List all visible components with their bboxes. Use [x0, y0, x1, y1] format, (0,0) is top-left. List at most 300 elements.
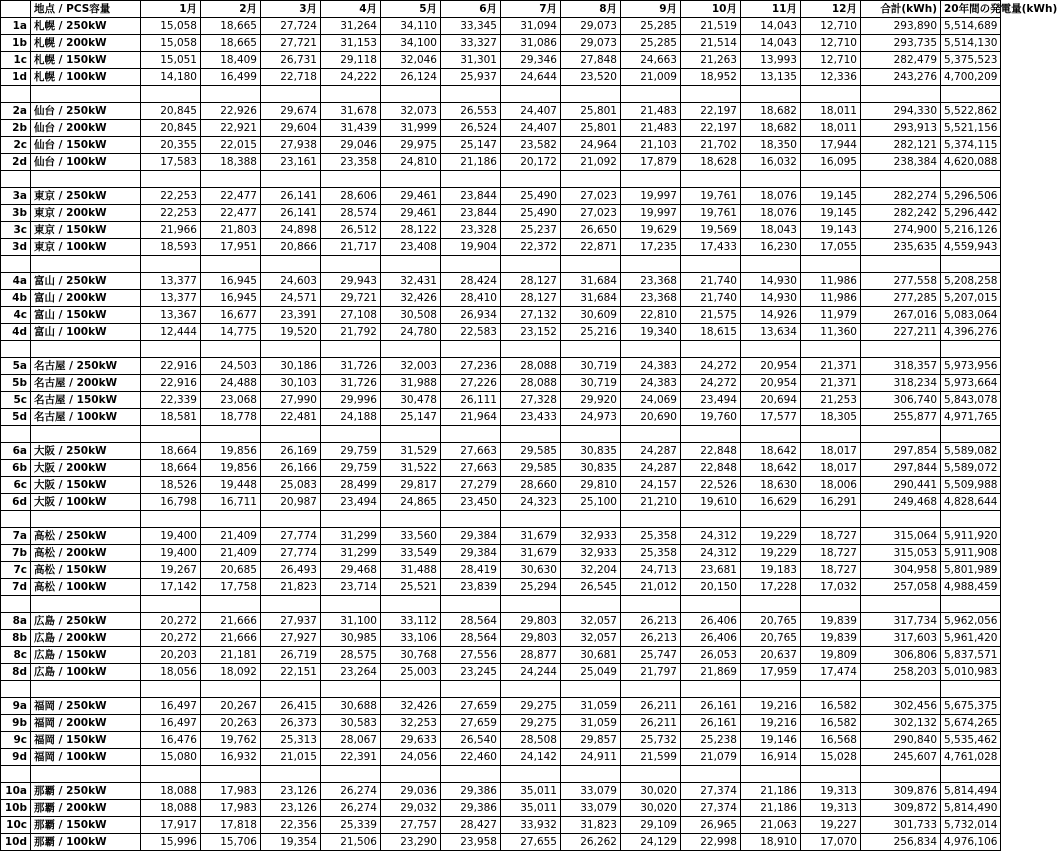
- month-cell: 24,272: [681, 358, 741, 375]
- month-cell: 20,355: [141, 137, 201, 154]
- empty-cell: [741, 171, 801, 188]
- row-id: 5d: [1, 409, 31, 426]
- empty-cell: [261, 511, 321, 528]
- twenty-year-cell: 5,814,490: [941, 800, 1001, 817]
- month-cell: 30,478: [381, 392, 441, 409]
- month-cell: 16,095: [801, 154, 861, 171]
- month-cell: 26,524: [441, 120, 501, 137]
- month-cell: 24,644: [501, 69, 561, 86]
- month-cell: 29,073: [561, 35, 621, 52]
- month-cell: 21,063: [741, 817, 801, 834]
- month-cell: 24,810: [381, 154, 441, 171]
- month-cell: 32,933: [561, 545, 621, 562]
- month-cell: 20,694: [741, 392, 801, 409]
- empty-cell: [561, 256, 621, 273]
- empty-cell: [141, 766, 201, 783]
- table-row: [1, 528, 1001, 545]
- empty-cell: [741, 426, 801, 443]
- row-location: 大阪 / 150kW: [31, 477, 141, 494]
- month-cell: 21,964: [441, 409, 501, 426]
- month-cell: 21,966: [141, 222, 201, 239]
- row-location: 高松 / 150kW: [31, 562, 141, 579]
- empty-cell: [501, 766, 561, 783]
- empty-cell: [381, 766, 441, 783]
- month-cell: 27,374: [681, 783, 741, 800]
- month-cell: 24,780: [381, 324, 441, 341]
- month-cell: 19,400: [141, 545, 201, 562]
- month-cell: 17,959: [741, 664, 801, 681]
- month-cell: 18,088: [141, 783, 201, 800]
- table-row: [1, 409, 1001, 426]
- month-cell: 27,132: [501, 307, 561, 324]
- month-cell: 14,180: [141, 69, 201, 86]
- month-cell: 14,043: [741, 35, 801, 52]
- empty-cell: [861, 256, 941, 273]
- empty-cell: [381, 426, 441, 443]
- empty-cell: [741, 766, 801, 783]
- header-row: [1, 1, 1001, 18]
- month-cell: 14,775: [201, 324, 261, 341]
- empty-cell: [381, 86, 441, 103]
- empty-cell: [861, 596, 941, 613]
- month-cell: 23,582: [501, 137, 561, 154]
- empty-cell: [201, 766, 261, 783]
- empty-cell: [941, 766, 1001, 783]
- month-cell: 32,933: [561, 528, 621, 545]
- month-cell: 20,272: [141, 613, 201, 630]
- month-cell: 27,226: [441, 375, 501, 392]
- row-id: 3c: [1, 222, 31, 239]
- table-row: [1, 494, 1001, 511]
- month-cell: 18,305: [801, 409, 861, 426]
- month-cell: 19,267: [141, 562, 201, 579]
- total-cell: 315,064: [861, 528, 941, 545]
- month-cell: 27,663: [441, 443, 501, 460]
- total-cell: 306,740: [861, 392, 941, 409]
- empty-cell: [621, 256, 681, 273]
- empty-cell: [31, 596, 141, 613]
- total-cell: 243,276: [861, 69, 941, 86]
- month-cell: 26,650: [561, 222, 621, 239]
- month-cell: 18,642: [741, 443, 801, 460]
- month-cell: 28,088: [501, 375, 561, 392]
- month-cell: 23,844: [441, 205, 501, 222]
- month-cell: 24,503: [201, 358, 261, 375]
- month-cell: 18,056: [141, 664, 201, 681]
- total-cell: 293,735: [861, 35, 941, 52]
- month-cell: 21,803: [201, 222, 261, 239]
- month-cell: 22,356: [261, 817, 321, 834]
- empty-cell: [681, 171, 741, 188]
- month-cell: 29,386: [441, 800, 501, 817]
- month-cell: 35,011: [501, 783, 561, 800]
- month-cell: 19,400: [141, 528, 201, 545]
- empty-cell: [501, 341, 561, 358]
- month-cell: 25,003: [381, 664, 441, 681]
- empty-cell: [381, 681, 441, 698]
- month-cell: 18,682: [741, 120, 801, 137]
- total-cell: 317,734: [861, 613, 941, 630]
- month-cell: 30,630: [501, 562, 561, 579]
- month-cell: 26,540: [441, 732, 501, 749]
- row-location: 東京 / 100kW: [31, 239, 141, 256]
- month-cell: 25,801: [561, 103, 621, 120]
- month-cell: 29,996: [321, 392, 381, 409]
- twenty-year-cell: 5,208,258: [941, 273, 1001, 290]
- twenty-year-cell: 5,911,908: [941, 545, 1001, 562]
- month-cell: 18,665: [201, 18, 261, 35]
- month-cell: 26,111: [441, 392, 501, 409]
- month-cell: 22,916: [141, 358, 201, 375]
- row-location: 那覇 / 100kW: [31, 834, 141, 851]
- month-cell: 28,419: [441, 562, 501, 579]
- month-cell: 28,088: [501, 358, 561, 375]
- month-cell: 31,726: [321, 375, 381, 392]
- table-row: [1, 460, 1001, 477]
- month-cell: 22,583: [441, 324, 501, 341]
- month-cell: 18,664: [141, 460, 201, 477]
- month-cell: 22,848: [681, 443, 741, 460]
- group-spacer-row: [1, 86, 1001, 103]
- month-cell: 17,055: [801, 239, 861, 256]
- month-cell: 19,183: [741, 562, 801, 579]
- empty-cell: [561, 681, 621, 698]
- month-cell: 26,169: [261, 443, 321, 460]
- month-cell: 18,665: [201, 35, 261, 52]
- empty-cell: [741, 86, 801, 103]
- month-cell: 29,674: [261, 103, 321, 120]
- row-id: 4d: [1, 324, 31, 341]
- month-cell: 21,599: [621, 749, 681, 766]
- month-cell: 21,869: [681, 664, 741, 681]
- month-cell: 19,216: [741, 715, 801, 732]
- month-cell: 29,817: [381, 477, 441, 494]
- month-cell: 19,762: [201, 732, 261, 749]
- month-cell: 16,582: [801, 698, 861, 715]
- month-cell: 17,818: [201, 817, 261, 834]
- month-cell: 29,803: [501, 613, 561, 630]
- month-cell: 22,253: [141, 188, 201, 205]
- month-cell: 26,211: [621, 698, 681, 715]
- month-cell: 28,564: [441, 630, 501, 647]
- row-id: 7b: [1, 545, 31, 562]
- row-location: 広島 / 150kW: [31, 647, 141, 664]
- empty-cell: [561, 511, 621, 528]
- month-cell: 30,020: [621, 800, 681, 817]
- row-id: 6b: [1, 460, 31, 477]
- month-cell: 24,157: [621, 477, 681, 494]
- empty-cell: [201, 341, 261, 358]
- month-cell: 31,529: [381, 443, 441, 460]
- empty-cell: [621, 596, 681, 613]
- empty-cell: [941, 681, 1001, 698]
- month-cell: 23,161: [261, 154, 321, 171]
- month-cell: 31,299: [321, 528, 381, 545]
- row-location: 大阪 / 100kW: [31, 494, 141, 511]
- month-cell: 21,702: [681, 137, 741, 154]
- month-cell: 18,778: [201, 409, 261, 426]
- row-location: 名古屋 / 150kW: [31, 392, 141, 409]
- month-cell: 23,844: [441, 188, 501, 205]
- month-cell: 31,094: [501, 18, 561, 35]
- table-row: [1, 69, 1001, 86]
- month-cell: 27,659: [441, 715, 501, 732]
- twenty-year-cell: 5,514,689: [941, 18, 1001, 35]
- empty-cell: [201, 256, 261, 273]
- month-cell: 26,274: [321, 800, 381, 817]
- month-cell: 15,058: [141, 18, 201, 35]
- empty-cell: [141, 511, 201, 528]
- month-cell: 19,146: [741, 732, 801, 749]
- empty-cell: [381, 596, 441, 613]
- row-location: 福岡 / 200kW: [31, 715, 141, 732]
- empty-cell: [861, 86, 941, 103]
- empty-cell: [941, 86, 1001, 103]
- empty-cell: [321, 681, 381, 698]
- twenty-year-cell: 4,620,088: [941, 154, 1001, 171]
- month-cell: 22,151: [261, 664, 321, 681]
- month-cell: 21,514: [681, 35, 741, 52]
- total-cell: 290,840: [861, 732, 941, 749]
- header-cell: 2月: [201, 1, 261, 18]
- month-cell: 20,845: [141, 103, 201, 120]
- month-cell: 21,186: [741, 800, 801, 817]
- table-row: [1, 817, 1001, 834]
- row-id: 6c: [1, 477, 31, 494]
- month-cell: 26,166: [261, 460, 321, 477]
- total-cell: 258,203: [861, 664, 941, 681]
- row-id: 5a: [1, 358, 31, 375]
- month-cell: 19,856: [201, 460, 261, 477]
- month-cell: 28,499: [321, 477, 381, 494]
- twenty-year-cell: 4,761,028: [941, 749, 1001, 766]
- month-cell: 18,727: [801, 528, 861, 545]
- month-cell: 30,609: [561, 307, 621, 324]
- month-cell: 17,433: [681, 239, 741, 256]
- total-cell: 293,890: [861, 18, 941, 35]
- empty-cell: [561, 341, 621, 358]
- row-id: 10a: [1, 783, 31, 800]
- month-cell: 28,127: [501, 290, 561, 307]
- month-cell: 17,577: [741, 409, 801, 426]
- twenty-year-cell: 5,374,115: [941, 137, 1001, 154]
- month-cell: 24,911: [561, 749, 621, 766]
- twenty-year-cell: 5,973,956: [941, 358, 1001, 375]
- month-cell: 31,086: [501, 35, 561, 52]
- month-cell: 32,204: [561, 562, 621, 579]
- empty-cell: [1, 426, 31, 443]
- month-cell: 13,993: [741, 52, 801, 69]
- month-cell: 31,684: [561, 290, 621, 307]
- month-cell: 24,056: [381, 749, 441, 766]
- month-cell: 17,917: [141, 817, 201, 834]
- twenty-year-cell: 5,911,920: [941, 528, 1001, 545]
- month-cell: 27,236: [441, 358, 501, 375]
- total-cell: 309,872: [861, 800, 941, 817]
- month-cell: 25,937: [441, 69, 501, 86]
- month-cell: 29,384: [441, 528, 501, 545]
- total-cell: 302,456: [861, 698, 941, 715]
- empty-cell: [801, 511, 861, 528]
- month-cell: 28,127: [501, 273, 561, 290]
- month-cell: 24,188: [321, 409, 381, 426]
- month-cell: 19,145: [801, 205, 861, 222]
- month-cell: 15,051: [141, 52, 201, 69]
- header-cell: 7月: [501, 1, 561, 18]
- row-id: 6a: [1, 443, 31, 460]
- month-cell: 29,810: [561, 477, 621, 494]
- month-cell: 33,327: [441, 35, 501, 52]
- empty-cell: [621, 681, 681, 698]
- month-cell: 28,660: [501, 477, 561, 494]
- month-cell: 23,368: [621, 273, 681, 290]
- empty-cell: [741, 511, 801, 528]
- total-cell: 297,854: [861, 443, 941, 460]
- month-cell: 16,499: [201, 69, 261, 86]
- month-cell: 20,690: [621, 409, 681, 426]
- total-cell: 249,468: [861, 494, 941, 511]
- row-location: 富山 / 200kW: [31, 290, 141, 307]
- month-cell: 22,477: [201, 188, 261, 205]
- month-cell: 21,483: [621, 103, 681, 120]
- row-location: 名古屋 / 200kW: [31, 375, 141, 392]
- empty-cell: [441, 171, 501, 188]
- month-cell: 29,386: [441, 783, 501, 800]
- table-row: [1, 35, 1001, 52]
- empty-cell: [201, 596, 261, 613]
- month-cell: 31,522: [381, 460, 441, 477]
- month-cell: 24,383: [621, 375, 681, 392]
- empty-cell: [1, 766, 31, 783]
- month-cell: 29,036: [381, 783, 441, 800]
- empty-cell: [861, 171, 941, 188]
- month-cell: 29,585: [501, 460, 561, 477]
- month-cell: 33,079: [561, 783, 621, 800]
- month-cell: 22,253: [141, 205, 201, 222]
- empty-cell: [941, 256, 1001, 273]
- month-cell: 18,011: [801, 103, 861, 120]
- month-cell: 29,346: [501, 52, 561, 69]
- header-cell: 9月: [621, 1, 681, 18]
- month-cell: 26,141: [261, 188, 321, 205]
- month-cell: 31,059: [561, 715, 621, 732]
- empty-cell: [441, 341, 501, 358]
- month-cell: 27,659: [441, 698, 501, 715]
- total-cell: 293,913: [861, 120, 941, 137]
- month-cell: 30,835: [561, 443, 621, 460]
- month-cell: 16,476: [141, 732, 201, 749]
- month-cell: 30,985: [321, 630, 381, 647]
- month-cell: 15,080: [141, 749, 201, 766]
- empty-cell: [621, 171, 681, 188]
- month-cell: 17,879: [621, 154, 681, 171]
- month-cell: 20,765: [741, 613, 801, 630]
- month-cell: 28,606: [321, 188, 381, 205]
- month-cell: 12,710: [801, 35, 861, 52]
- month-cell: 26,373: [261, 715, 321, 732]
- total-cell: 318,234: [861, 375, 941, 392]
- month-cell: 33,932: [501, 817, 561, 834]
- month-cell: 27,774: [261, 545, 321, 562]
- row-location: 東京 / 250kW: [31, 188, 141, 205]
- month-cell: 18,630: [741, 477, 801, 494]
- row-location: 富山 / 150kW: [31, 307, 141, 324]
- month-cell: 23,358: [321, 154, 381, 171]
- month-cell: 31,059: [561, 698, 621, 715]
- month-cell: 21,506: [321, 834, 381, 851]
- month-cell: 31,488: [381, 562, 441, 579]
- month-cell: 22,871: [561, 239, 621, 256]
- month-cell: 21,371: [801, 358, 861, 375]
- empty-cell: [861, 511, 941, 528]
- month-cell: 18,642: [741, 460, 801, 477]
- month-cell: 25,238: [681, 732, 741, 749]
- row-location: 名古屋 / 100kW: [31, 409, 141, 426]
- empty-cell: [501, 171, 561, 188]
- month-cell: 21,483: [621, 120, 681, 137]
- month-cell: 24,272: [681, 375, 741, 392]
- row-location: 東京 / 200kW: [31, 205, 141, 222]
- row-location: 広島 / 100kW: [31, 664, 141, 681]
- month-cell: 27,023: [561, 205, 621, 222]
- twenty-year-cell: 5,522,862: [941, 103, 1001, 120]
- row-location: 札幌 / 200kW: [31, 35, 141, 52]
- group-spacer-row: [1, 256, 1001, 273]
- month-cell: 27,374: [681, 800, 741, 817]
- empty-cell: [681, 426, 741, 443]
- month-cell: 31,264: [321, 18, 381, 35]
- month-cell: 26,213: [621, 613, 681, 630]
- month-cell: 18,409: [201, 52, 261, 69]
- month-cell: 28,410: [441, 290, 501, 307]
- empty-cell: [321, 766, 381, 783]
- header-cell: 8月: [561, 1, 621, 18]
- month-cell: 21,717: [321, 239, 381, 256]
- month-cell: 20,263: [201, 715, 261, 732]
- month-cell: 19,227: [801, 817, 861, 834]
- row-location: 福岡 / 150kW: [31, 732, 141, 749]
- empty-cell: [201, 681, 261, 698]
- month-cell: 27,774: [261, 528, 321, 545]
- month-cell: 18,910: [741, 834, 801, 851]
- twenty-year-cell: 5,521,156: [941, 120, 1001, 137]
- month-cell: 27,655: [501, 834, 561, 851]
- month-cell: 26,211: [621, 715, 681, 732]
- month-cell: 19,229: [741, 545, 801, 562]
- month-cell: 19,569: [681, 222, 741, 239]
- month-cell: 30,768: [381, 647, 441, 664]
- month-cell: 29,633: [381, 732, 441, 749]
- month-cell: 26,934: [441, 307, 501, 324]
- month-cell: 21,740: [681, 273, 741, 290]
- empty-cell: [31, 511, 141, 528]
- total-cell: 294,330: [861, 103, 941, 120]
- month-cell: 18,727: [801, 545, 861, 562]
- month-cell: 18,043: [741, 222, 801, 239]
- empty-cell: [321, 596, 381, 613]
- empty-cell: [741, 341, 801, 358]
- month-cell: 19,839: [801, 613, 861, 630]
- empty-cell: [561, 171, 621, 188]
- month-cell: 30,583: [321, 715, 381, 732]
- month-cell: 13,634: [741, 324, 801, 341]
- month-cell: 20,203: [141, 647, 201, 664]
- row-id: 8a: [1, 613, 31, 630]
- total-cell: 277,285: [861, 290, 941, 307]
- month-cell: 21,186: [441, 154, 501, 171]
- empty-cell: [201, 426, 261, 443]
- month-cell: 25,801: [561, 120, 621, 137]
